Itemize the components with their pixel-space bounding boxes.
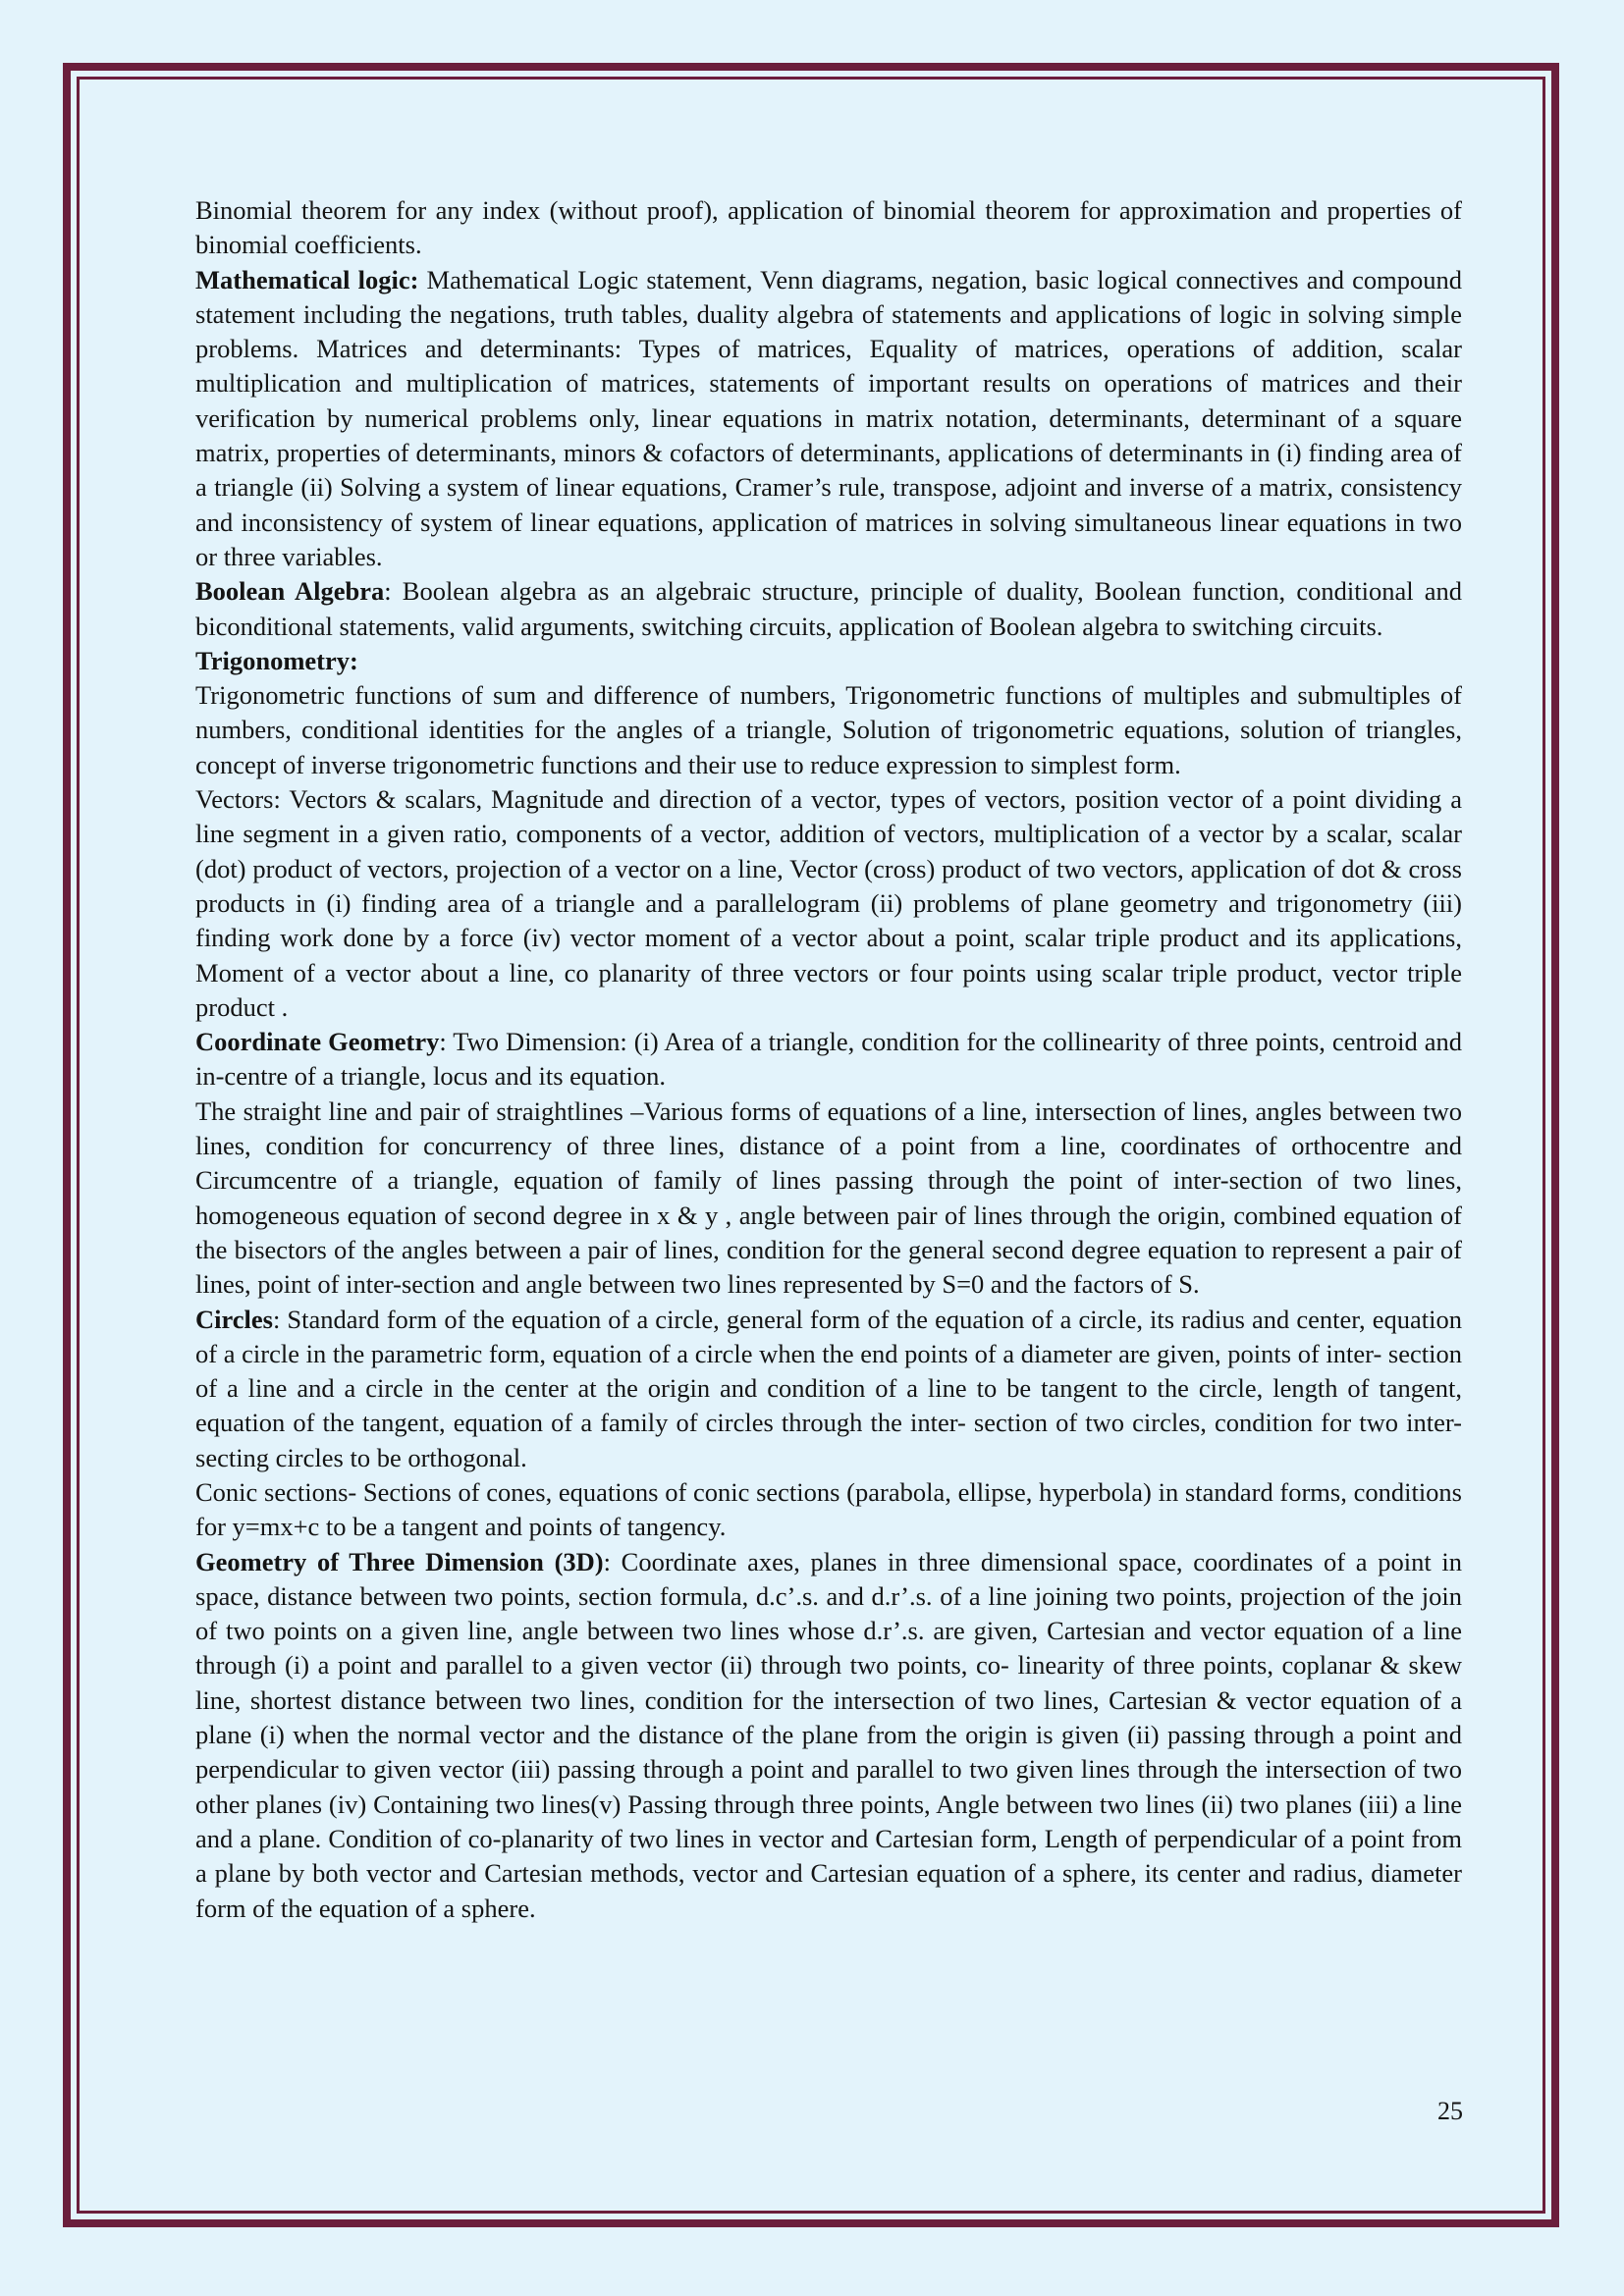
section-heading: Trigonometry: — [195, 645, 358, 675]
paragraph-circles — [195, 1303, 1462, 1475]
paragraph-trigonometry — [195, 678, 1462, 782]
heading-trigonometry — [195, 644, 1462, 678]
paragraph-text: : Standard form of the equation of a circle, general form of the equation of a circle, its radius and center, equation of a circle in the parametric form, equation of a circle when the end points of a diameter are given, points of inter- section of a line and a circle in the center at the origin and condition of a line to be tangent to the circle, length of tangent, equation of the tangent, equation of a family of circles through the inter- section of two circles, condition for two inter- secting circles to be orthogonal. — [195, 1304, 1462, 1472]
paragraph-binomial — [195, 193, 1462, 263]
paragraph-text: Vectors: Vectors & scalars, Magnitude and direction of a vector, types of vectors, position vector of a point dividing a line segment in a given ratio, components of a vector, addition of vectors, multiplication of a vector by a scalar, scalar (dot) product of vectors, projection of a vector on a line, Vector (cross) product of two vectors, application of dot & cross products in (i) finding area of a triangle and a parallelogram (ii) problems of plane geometry and trigonometry (iii) finding work done by a force (iv) vector moment of a vector about a point, scalar triple product and its applications, Moment of a vector about a line, co planarity of three vectors or four points using scalar triple product, vector triple product . — [195, 784, 1462, 1022]
paragraph-conic-sections — [195, 1475, 1462, 1545]
page-number: 25 — [1437, 2097, 1463, 2125]
paragraph-mathematical-logic — [195, 263, 1462, 575]
section-heading: Geometry of Three Dimension (3D) — [195, 1546, 604, 1576]
paragraph-text: Trigonometric functions of sum and difference of numbers, Trigonometric functions of multiples and submultiples of numbers, conditional identities for the angles of a triangle, Solution of trigonometric equations, solution of triangles, concept of inverse trigonometric functions and their use to reduce expression to simplest form. — [195, 680, 1462, 779]
paragraph-text: : Two Dimension: (i) Area of a triangle, condition for the collinearity of three points, centroid and in-centre of a triangle, locus and its equation. — [195, 1027, 1463, 1092]
paragraph-text: The straight line and pair of straightlines –Various forms of equations of a line, intersection of lines, angles between two lines, condition for concurrency of three lines, distance of a point from a line, coordinates of orthocentre and Circumcentre of a triangle, equation of family of lines passing through the point of inter-section of two lines, homogeneous equation of second degree in x & y , angle between pair of lines through the origin, combined equation of the bisectors of the angles between a pair of lines, condition for the general second degree equation to represent a pair of lines, point of inter-section and angle between two lines represented by S=0 and the factors of S. — [195, 1095, 1462, 1300]
paragraph-text: : Boolean algebra as an algebraic structure, principle of duality, Boolean function, conditional and biconditional statements, valid arguments, switching circuits, application of Boolean algebra to switching circuits. — [195, 576, 1462, 641]
paragraph-text: Binomial theorem for any index (without proof), application of binomial theorem for approximation and properties of binomial coefficients. — [195, 195, 1462, 260]
paragraph-text: Conic sections- Sections of cones, equations of conic sections (parabola, ellipse, hyperbola) in standard forms, conditions for y=mx+c to be a tangent and points of tangency. — [195, 1476, 1462, 1542]
section-heading: Coordinate Geometry — [195, 1027, 440, 1057]
document-body — [195, 193, 1462, 1926]
paragraph-coordinate-geometry — [195, 1025, 1462, 1095]
section-heading: Circles — [195, 1304, 273, 1334]
paragraph-straight-lines — [195, 1095, 1462, 1303]
paragraph-vectors — [195, 782, 1462, 1025]
section-heading: Mathematical logic: — [195, 264, 419, 294]
paragraph-boolean-algebra — [195, 574, 1462, 644]
paragraph-text: : Coordinate axes, planes in three dimensional space, coordinates of a point in space, distance between two points, section formula, d.c’.s. and d.r’.s. of a line joining two points, projection of the join of two points on a given line, angle between two lines whose d.r’.s. are given, Cartesian and vector equation of a line through (i) a point and parallel to a given vector (ii) through two points, co- linearity of three points, coplanar & skew line, shortest distance between two lines, condition for the intersection of two lines, Cartesian & vector equation of a plane (i) when the normal vector and the distance of the plane from the origin is given (ii) passing through a point and perpendicular to given vector (iii) passing through a point and parallel to two given lines through the intersection of two other planes (iv) Containing two lines(v) Passing through three points, Angle between two lines (ii) two planes (iii) a line and a plane. Condition of co-planarity of two lines in vector and Cartesian form, Length of perpendicular of a point from a plane by both vector and Cartesian methods, vector and Cartesian equation of a sphere, its center and radius, diameter form of the equation of a sphere. — [195, 1546, 1462, 1923]
paragraph-three-dimension — [195, 1545, 1462, 1926]
section-heading: Boolean Algebra — [195, 576, 385, 607]
paragraph-text: Mathematical Logic statement, Venn diagrams, negation, basic logical connectives and compound statement including the negations, truth tables, duality algebra of statements and applications of logic in solving simple problems. Matrices and determinants: Types of matrices, Equality of matrices, operations of addition, scalar multiplication and multiplication of matrices, statements of important results on operations of matrices and their verification by numerical problems only, linear equations in matrix notation, determinants, determinant of a square matrix, properties of determinants, minors & cofactors of determinants, applications of determinants in (i) finding area of a triangle (ii) Solving a system of linear equations, Cramer’s rule, transpose, adjoint and inverse of a matrix, consistency and inconsistency of system of linear equations, application of matrices in solving simultaneous linear equations in two or three variables. — [195, 264, 1462, 571]
